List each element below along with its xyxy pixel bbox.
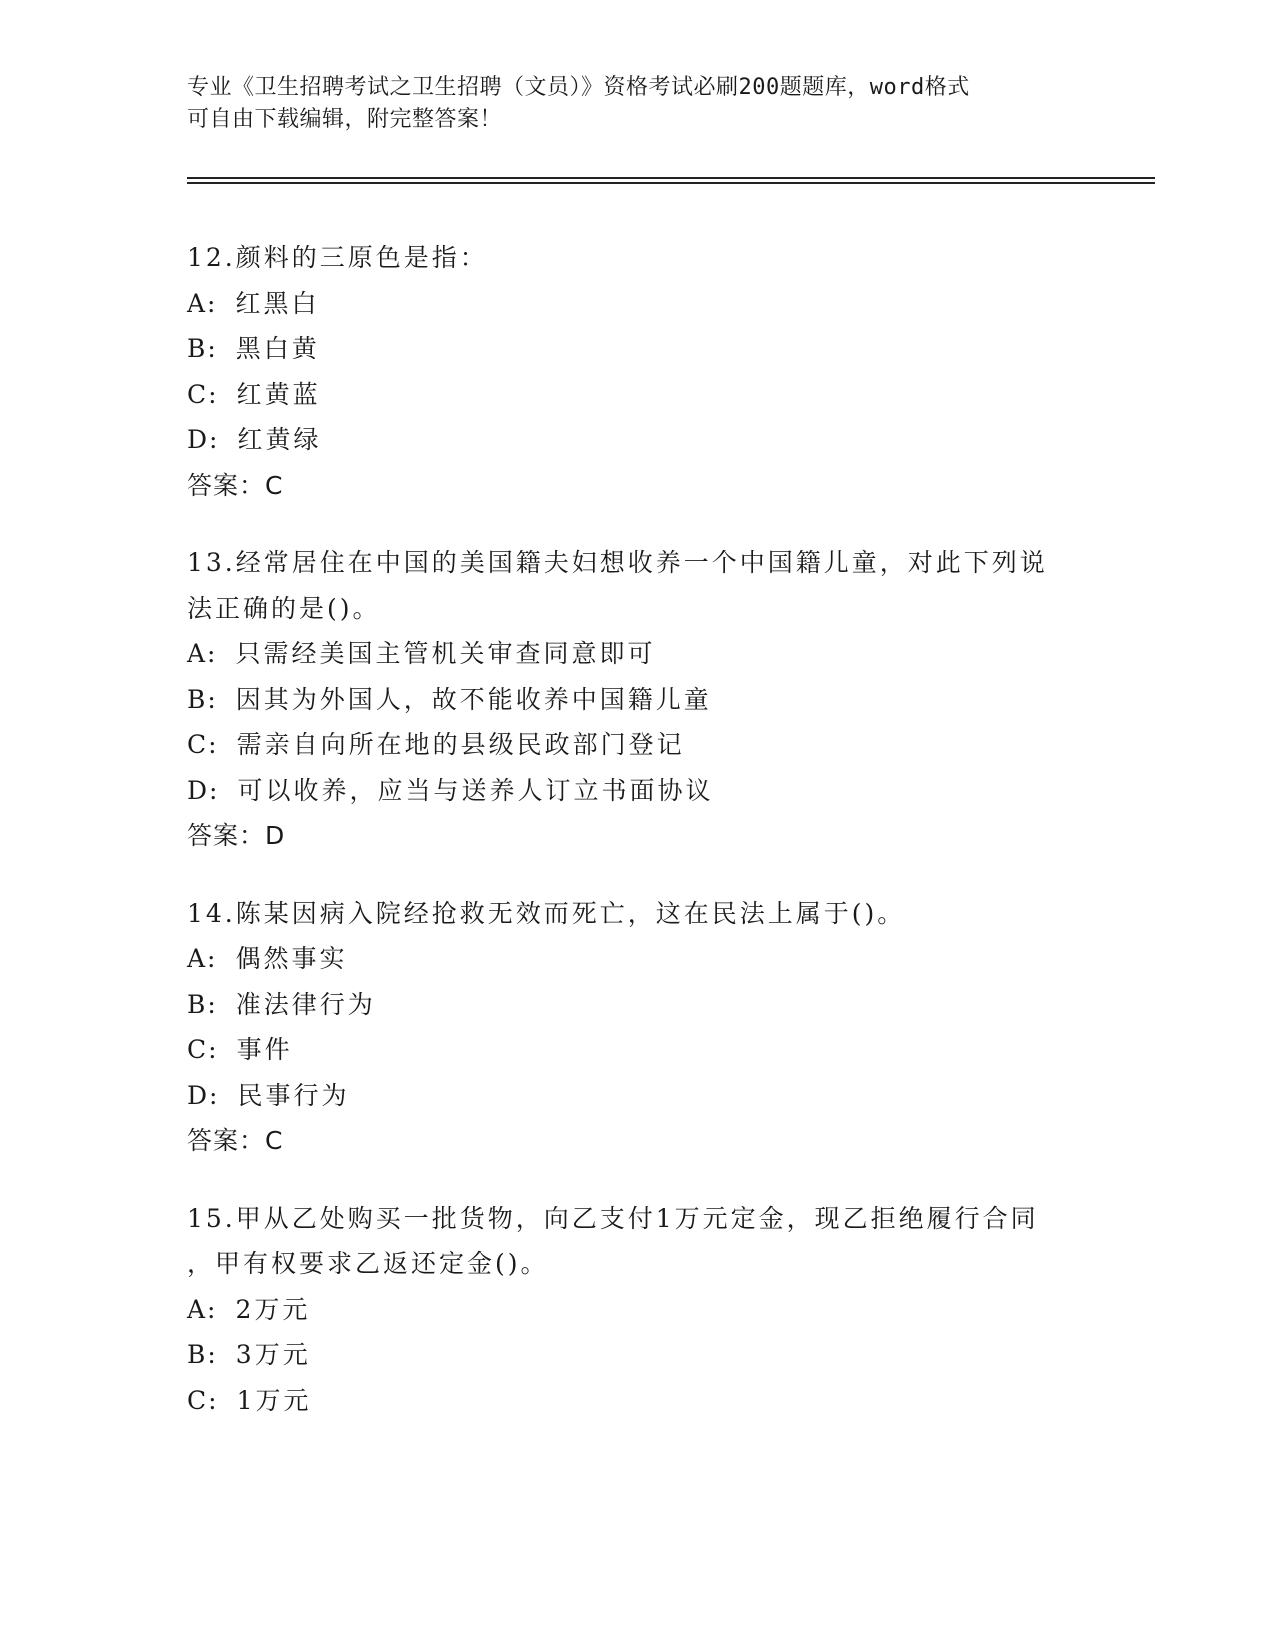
option-b [187,982,1107,1028]
option-text: 可以收养，应当与送养人订立书面协议 [237,775,714,805]
question-stem-line-2: 法正确的是()。 [187,593,381,623]
option-text: 红黄蓝 [236,379,321,409]
option-label: B: [187,989,218,1019]
option-label: D: [187,775,220,805]
option-label: B: [187,684,218,714]
option-text: 需亲自向所在地的县级民政部门登记 [236,730,685,759]
option-b [187,326,1107,372]
option-text: 黑白黄 [235,334,320,363]
option-c [187,1378,1107,1424]
option-label: A: [187,288,218,318]
question-block [187,1196,1107,1424]
option-text: 事件 [236,1035,293,1064]
option-label: C: [187,1035,219,1064]
question-block [187,540,1107,859]
header-divider-top [187,177,1155,179]
question-stem: 12.颜料的三原色是指： [187,243,488,272]
option-text: 偶然事实 [235,944,348,973]
option-label: C: [187,379,219,409]
question-stem: 14.陈某因病入院经抢救无效而死亡，这在民法上属于()。 [187,898,906,928]
option-a [187,936,1107,982]
header-divider-bottom [187,182,1155,184]
option-text: 民事行为 [237,1080,350,1110]
option-d [187,1073,1107,1119]
option-label: B: [187,334,218,363]
option-text: 2万元 [235,1294,311,1324]
option-c [187,722,1107,768]
option-text: 红黑白 [235,288,320,318]
question-block [187,235,1107,508]
option-text: 准法律行为 [235,989,376,1019]
option-label: C: [187,730,219,759]
option-a [187,631,1107,677]
option-text: 1万元 [236,1385,312,1415]
question-list [187,235,1107,1455]
answer-line: 答案：C [187,470,284,500]
option-label: B: [187,1340,218,1369]
answer-line: 答案：C [187,1126,284,1155]
option-text: 3万元 [235,1340,311,1369]
option-d [187,768,1107,814]
option-c [187,372,1107,418]
option-label: D: [187,1080,220,1110]
option-label: D: [187,425,220,454]
option-label: A: [187,639,218,668]
answer-line: 答案：D [187,821,286,850]
question-stem-line-1: 13.经常居住在中国的美国籍夫妇想收养一个中国籍儿童，对此下列说 [187,548,1048,577]
option-text: 只需经美国主管机关审查同意即可 [235,639,656,668]
option-label: C: [187,1385,219,1415]
document-header [187,72,1067,136]
option-label: A: [187,944,218,973]
header-title-line-2: 可自由下载编辑，附完整答案！ [187,107,503,132]
question-block [187,891,1107,1164]
option-b [187,1332,1107,1378]
option-label: A: [187,1294,218,1324]
option-a [187,1287,1107,1333]
option-c [187,1027,1107,1073]
question-stem-line-1: 15.甲从乙处购买一批货物，向乙支付1万元定金，现乙拒绝履行合同 [187,1203,1039,1233]
option-d [187,417,1107,463]
option-text: 因其为外国人，故不能收养中国籍儿童 [235,684,712,714]
question-stem-line-2: ，甲有权要求乙返还定金()。 [187,1249,549,1278]
header-title-line-1: 专业《卫生招聘考试之卫生招聘（文员）》资格考试必刷200题题库，word格式 [187,75,970,100]
option-text: 红黄绿 [237,425,322,454]
option-b [187,677,1107,723]
option-a [187,281,1107,327]
